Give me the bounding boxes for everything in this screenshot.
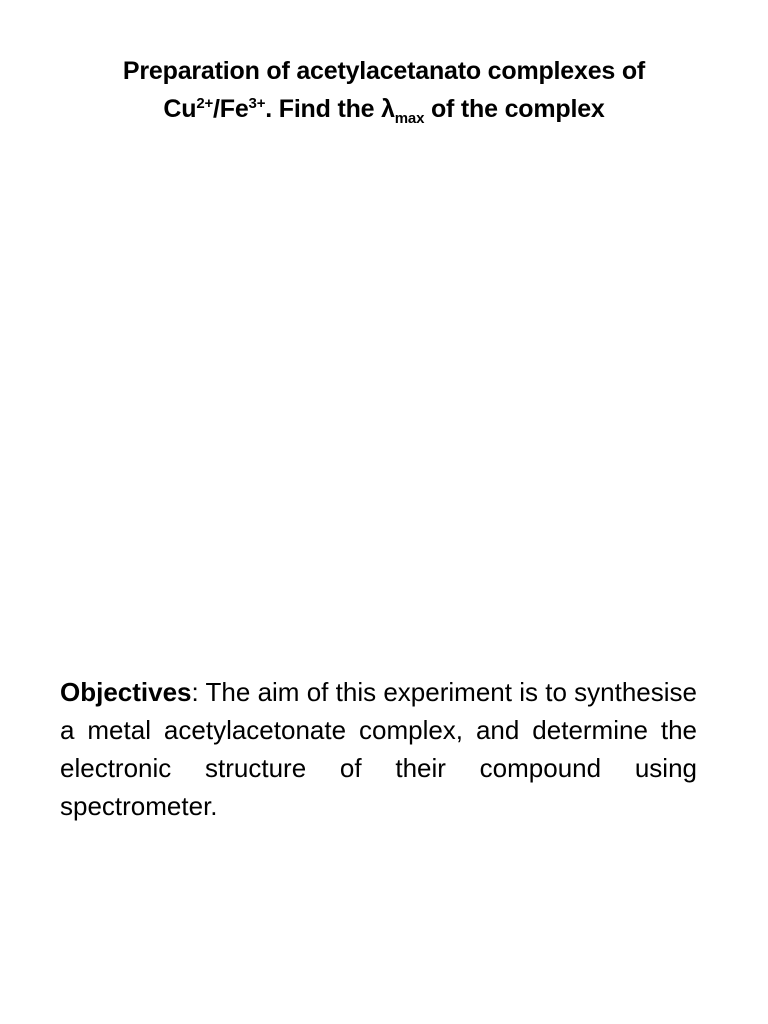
objectives-paragraph	[60, 673, 697, 825]
objectives-colon: :	[191, 677, 199, 707]
page-title	[40, 52, 728, 128]
title-lambda-subscript: max	[394, 110, 425, 127]
title-cu: Cu	[163, 95, 197, 123]
title-end-text: of the complex	[424, 95, 605, 123]
title-fe-charge: 3+	[248, 95, 266, 112]
objectives-label: Objectives	[60, 677, 192, 707]
objectives-text: The aim of this experiment is to synthesise a metal acetylacetonate complex, and determine the electronic structure of their compound using spectrometer.	[60, 677, 697, 821]
title-cu-charge: 2+	[196, 95, 214, 112]
title-line-1: Preparation of acetylacetanato complexes of	[122, 57, 646, 85]
title-find-text: . Find the λ	[265, 95, 395, 123]
title-fe: /Fe	[213, 95, 249, 123]
